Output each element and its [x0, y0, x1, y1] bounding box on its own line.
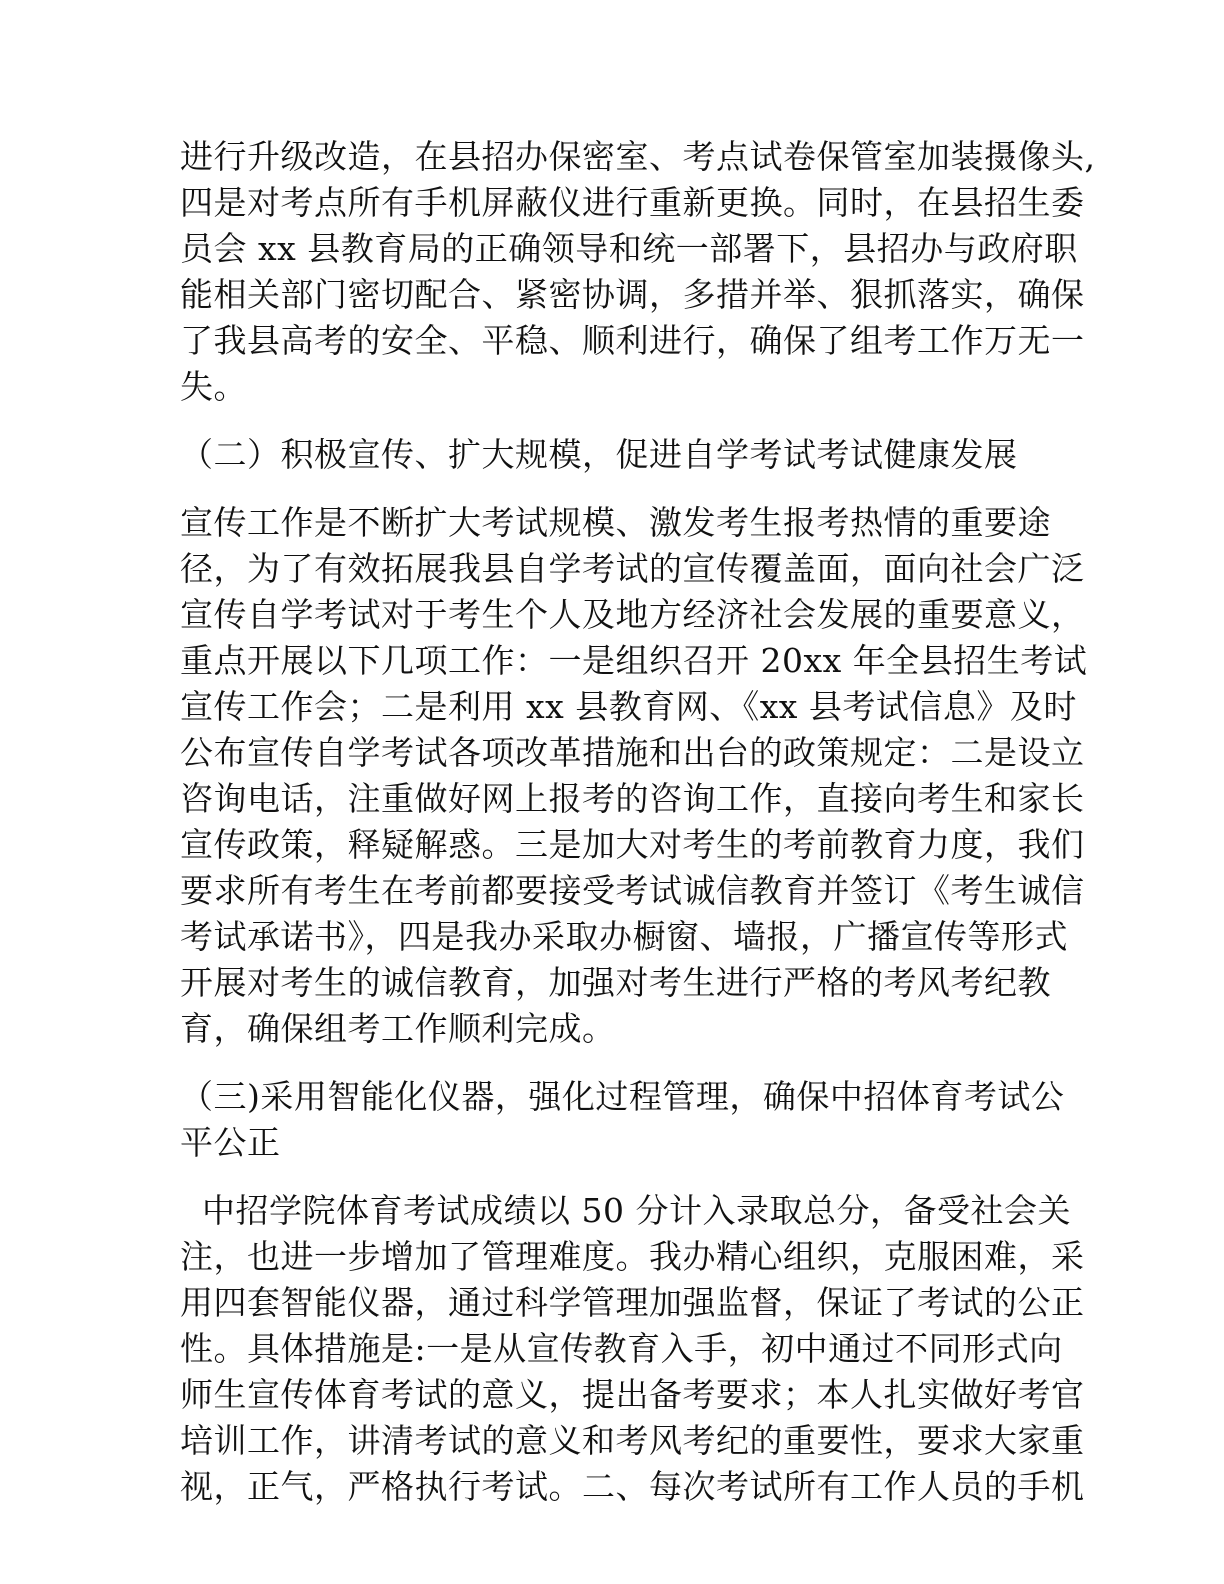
text-line: 失。 [180, 367, 247, 406]
text-line: 注，也进一步增加了管理难度。我办精心组织，克服困难，采 [180, 1237, 1085, 1276]
text-line: 中招学院体育考试成绩以 50 分计入录取总分，备受社会关 [180, 1191, 1071, 1230]
text-line: 育，确保组考工作顺利完成。 [180, 1009, 616, 1048]
text-line: 咨询电话，注重做好网上报考的咨询工作，直接向考生和家长 [180, 779, 1085, 818]
text-line: 性。具体措施是:一是从宣传教育入手，初中通过不同形式向 [180, 1329, 1063, 1368]
text-line: 视，正气，严格执行考试。二、每次考试所有工作人员的手机 [180, 1467, 1085, 1506]
text-line: 用四套智能仪器，通过科学管理加强监督，保证了考试的公正 [180, 1283, 1085, 1322]
text-line: 公布宣传自学考试各项改革措施和出台的政策规定：二是设立 [180, 733, 1085, 772]
text-line: 宣传自学考试对于考生个人及地方经济社会发展的重要意义， [180, 595, 1085, 634]
text-line: 能相关部门密切配合、紧密协调，多措并举、狠抓落实，确保 [180, 275, 1085, 314]
paragraph-2 [180, 500, 1088, 1052]
section-heading-2 [180, 432, 1040, 478]
paragraph-spacer [180, 478, 1040, 500]
text-line: 径，为了有效拓展我县自学考试的宣传覆盖面，面向社会广泛 [180, 549, 1085, 588]
heading-line: 平公正 [180, 1123, 281, 1162]
text-line: 培训工作，讲清考试的意义和考风考纪的重要性，要求大家重 [180, 1421, 1085, 1460]
text-line: 了我县高考的安全、平稳、顺利进行，确保了组考工作万无一 [180, 321, 1085, 360]
text-line: 开展对考生的诚信教育，加强对考生进行严格的考风考纪教 [180, 963, 1051, 1002]
paragraph-1 [180, 134, 1096, 410]
paragraph-3 [180, 1188, 1085, 1510]
text-line: 要求所有考生在考前都要接受考试诚信教育并签订《考生诚信 [180, 871, 1085, 910]
paragraph-spacer [180, 410, 1040, 432]
section-heading-3 [180, 1074, 1065, 1166]
text-line: 进行升级改造，在县招办保密室、考点试卷保管室加装摄像头, [180, 137, 1096, 176]
heading-line: （三)采用智能化仪器，强化过程管理，确保中招体育考试公 [180, 1077, 1065, 1116]
text-line: 员会 xx 县教育局的正确领导和统一部署下，县招办与政府职 [180, 229, 1078, 268]
document-body [180, 134, 1096, 1510]
heading-line: （二）积极宣传、扩大规模，促进自学考试考试健康发展 [180, 435, 1018, 474]
text-line: 宣传工作会；二是利用 xx 县教育网、《xx 县考试信息》及时 [180, 687, 1077, 726]
text-line: 重点开展以下几项工作：一是组织召开 20xx 年全县招生考试 [180, 641, 1088, 680]
paragraph-spacer [180, 1052, 1040, 1074]
text-line: 考试承诺书》，四是我办采取办橱窗、墙报，广播宣传等形式 [180, 917, 1068, 956]
text-line: 宣传政策，释疑解惑。三是加大对考生的考前教育力度，我们 [180, 825, 1085, 864]
paragraph-spacer [180, 1166, 1040, 1188]
text-line: 四是对考点所有手机屏蔽仪进行重新更换。同时，在县招生委 [180, 183, 1085, 222]
text-line: 师生宣传体育考试的意义，提出备考要求；本人扎实做好考官 [180, 1375, 1085, 1414]
text-line: 宣传工作是不断扩大考试规模、激发考生报考热情的重要途 [180, 503, 1051, 542]
